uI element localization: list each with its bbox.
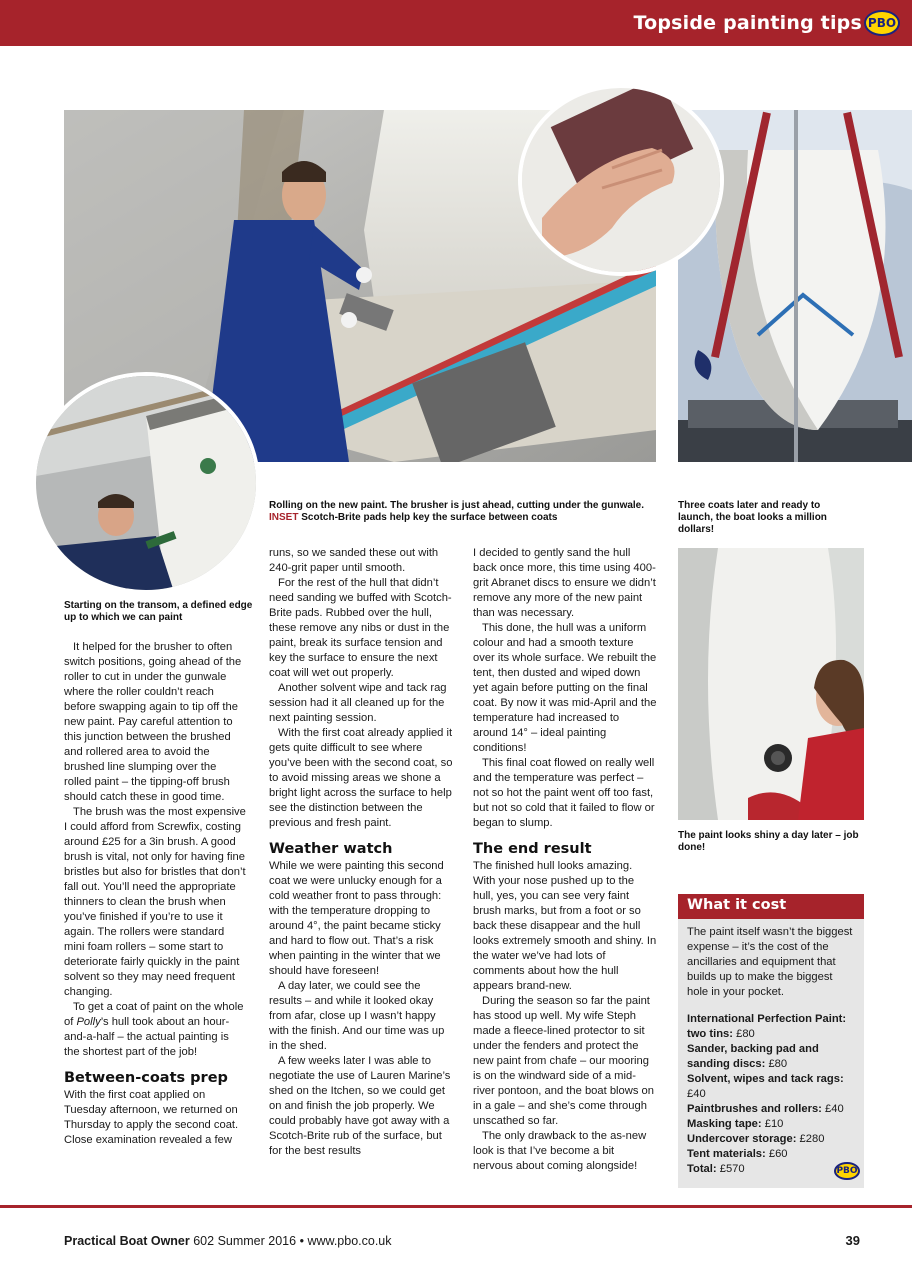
cost-item: Sander, backing pad and sanding discs: £80	[687, 1043, 819, 1070]
page-number: 39	[845, 1233, 860, 1248]
body-paragraph: During the season so far the paint has stood up well. My wife Steph made a fleece-lined protector to sit under the fenders and protect the new paint from chafe – our mooring is on the windward side of a mid-river pontoon, and the boat blows on in a gale – and she’s come through unscathed so far.	[473, 995, 654, 1127]
subheading-end-result: The end result	[473, 841, 592, 857]
transom-photo-brushing	[32, 372, 260, 594]
body-paragraph: Another solvent wipe and tack rag session had it all cleaned up for the next painting session.	[269, 682, 447, 724]
issue-info: 602 Summer 2016	[193, 1234, 297, 1248]
shiny-hull-photo	[678, 548, 864, 820]
article-column-1	[64, 640, 246, 1148]
body-paragraph: The only drawback to the as-new look is that I’ve become a bit nervous about coming alongside!	[473, 1130, 647, 1172]
body-paragraph: I decided to gently sand the hull back once more, this time using 400-grit Abranet discs to ensure we didn’t remove any more of the new paint than was necessary.	[473, 547, 656, 619]
magazine-name: Practical Boat Owner	[64, 1234, 190, 1248]
article-column-2	[269, 546, 453, 1159]
cost-item: Tent materials: £60	[687, 1148, 788, 1160]
cost-item: Masking tape: £10	[687, 1118, 784, 1130]
body-paragraph: A day later, we could see the results – and while it looked okay from afar, close up I wasn’t happy with the finish. And our time was up in the shed.	[269, 980, 445, 1052]
inset-label: INSET	[269, 512, 299, 523]
body-paragraph: It helped for the brusher to often switch positions, going ahead of the roller to cut in under the gunwale where the roller couldn’t reach before swapping again to tip off the new paint. Pay careful attention to this junction between the brushed and rollered area to avoid the brushed line slumping over the rolled paint – the tipping-off brush should catch these in good time.	[64, 641, 242, 803]
pbo-logo: PBO	[864, 10, 900, 36]
body-paragraph: With the first coat applied on Tuesday afternoon, we returned on Thursday to apply the second coat. Close examination revealed a few	[64, 1089, 239, 1146]
body-paragraph: While we were painting this second coat we were unlucky enough for a cold weather front to pass through: with the temperature dropping to around 4°, the paint became sticky and hard to flow out. That’s a risk when painting in the winter that we should have foreseen!	[269, 860, 444, 977]
cost-box	[678, 894, 864, 1188]
article-column-3	[473, 546, 657, 1174]
footer-rule	[0, 1205, 912, 1208]
cost-item: International Perfection Paint: two tins: £80	[687, 1013, 847, 1040]
body-paragraph: A few weeks later I was able to negotiate the use of Lauren Marine’s shed on the Itchen, so we could get on and finish the job properly. We could probably have got away with a Scotch-Brite rub of the surface, but for the best results	[269, 1055, 451, 1157]
main-photo-caption	[269, 500, 654, 524]
body-paragraph: This done, the hull was a uniform colour and had a smooth texture over its whole surface. We rebuilt the tent, then dusted and wiped down yet again before putting on the final coat. By now it was mid-April and the temperature had increased to around 14° – ideal painting conditions!	[473, 622, 657, 754]
main-caption-text: Rolling on the new paint. The brusher is just ahead, cutting under the gunwale.	[269, 500, 645, 511]
pbo-end-logo: PBO	[834, 1162, 860, 1180]
body-paragraph: runs, so we sanded these out with 240-grit paper until smooth.	[269, 547, 439, 574]
subheading-between-coats: Between-coats prep	[64, 1070, 228, 1086]
transom-photo-caption: Starting on the transom, a defined edge up to which we can paint	[64, 600, 253, 623]
body-paragraph: The finished hull looks amazing. With your nose pushed up to the hull, yes, you can see very faint brush marks, but from a foot or so back these disappear and the hull looks extremely smooth and shiny. In the water we’ve had lots of comments about how the hull appears brand-new.	[473, 860, 657, 992]
inset-caption-text: Scotch-Brite pads help key the surface between coats	[301, 512, 558, 523]
cost-box-intro: The paint itself wasn’t the biggest expense – it’s the cost of the ancillaries and equipment that builds up to make the biggest hole in your pocket.	[687, 926, 853, 998]
cost-list	[678, 1000, 864, 1177]
body-paragraph: With the first coat already applied it gets quite difficult to see where you’ve been with the second coat, so to avoid missing areas we shone a bright light across the surface to help see the distinction between the previous and fresh paint.	[269, 727, 453, 829]
body-paragraph: This final coat flowed on really well and the temperature was perfect – not so hot the paint went off too fast, but not so cold that it failed to flow or began to slump.	[473, 757, 655, 829]
cost-total: Total: £570	[687, 1163, 745, 1175]
footer-credit	[64, 1234, 392, 1248]
subheading-weather-watch: Weather watch	[269, 841, 393, 857]
body-paragraph: The brush was the most expensive I could afford from Screwfix, costing around £25 for a 3in brush. A good brush is vital, not only for having fine bristles but also for bristles that don’t fall out. You’ll need the appropriate thinners to clean the brush when you’ve finished if you’re to use it again. The rollers were standard mini foam rollers – some start to deteriorate fairly quickly in the paint solvent so they may need frequent changing.	[64, 806, 246, 998]
section-title: Topside painting tips	[633, 12, 862, 34]
cost-box-title: What it cost	[678, 894, 864, 919]
cost-item: Paintbrushes and rollers: £40	[687, 1103, 844, 1115]
inset-photo-scotch-brite-pad	[518, 84, 724, 276]
website-link: www.pbo.co.uk	[307, 1234, 392, 1248]
body-paragraph: For the rest of the hull that didn’t need sanding we buffed with Scotch-Brite pads. Rubbed over the hull, these remove any nibs or dust in the paint, break its surface tension and key the surface to ensure the next coat will wet out properly.	[269, 577, 452, 679]
cost-item: Undercover storage: £280	[687, 1133, 825, 1145]
boat-name: Polly	[76, 1016, 101, 1028]
right-photo-caption: Three coats later and ready to launch, the boat looks a million dollars!	[678, 500, 827, 535]
shiny-photo-caption: The paint looks shiny a day later – job done!	[678, 830, 859, 853]
body-paragraph: To get a coat of paint on the whole of Polly’s hull took about an hour-and-a-half – the actual painting is the shortest part of the job!	[64, 1001, 244, 1058]
footer-separator: •	[299, 1234, 304, 1248]
cost-item: Solvent, wipes and tack rags: £40	[687, 1073, 844, 1100]
